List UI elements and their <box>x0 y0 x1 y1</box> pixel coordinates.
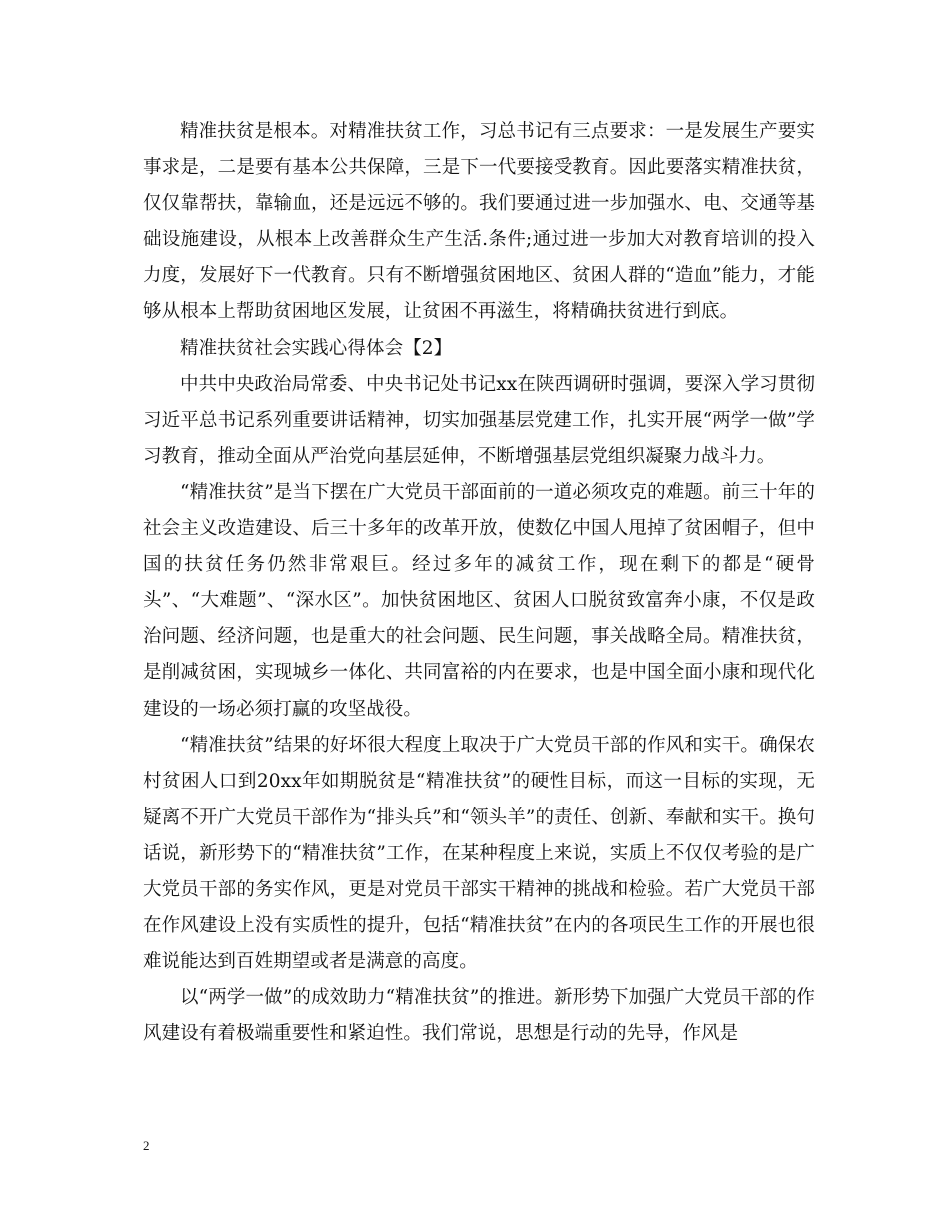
page-number: 2 <box>143 1138 150 1153</box>
paragraph-shaanxi-research: 中共中央政治局常委、中央书记处书记xx在陕西调研时强调，要深入学习贯彻习近平总书记系列重要讲话精神，切实加强基层党建工作，扎实开展“两学一做”学习教育，推动全面从严治党向基层延伸，不断增强基层党组织凝聚力战斗力。 <box>143 373 815 467</box>
paragraph-party-cadre-work-style: “精准扶贫”结果的好坏很大程度上取决于广大党员干部的作风和实干。确保农村贫困人口到20xx年如期脱贫是“精准扶贫”的硬性目标，而这一目标的实现，无疑离不开广大党员干部作为“排头兵”和“领头羊”的责任、创新、奉献和实干。换句话说，新形势下的“精准扶贫”工作，在某种程度上来说，实质上不仅仅考验的是广大党员干部的务实作风，更是对党员干部实干精神的挑战和检验。若广大党员干部在作风建设上没有实质性的提升，包括“精准扶贫”在内的各项民生工作的开展也很难说能达到百姓期望或者是满意的高度。 <box>143 734 815 973</box>
paragraph-precision-poverty-challenge: “精准扶贫”是当下摆在广大党员干部面前的一道必须攻克的难题。前三十年的社会主义改造建设、后三十多年的改革开放，使数亿中国人甩掉了贫困帽子，但中国的扶贫任务仍然非常艰巨。经过多年的减贫工作，现在剩下的都是“硬骨头”、“大难题”、“深水区”。加快贫困地区、贫困人口脱贫致富奔小康，不仅是政治问题、经济问题，也是重大的社会问题、民生问题，事关战略全局。精准扶贫，是削减贫困，实现城乡一体化、共同富裕的内在要求，也是中国全面小康和现代化建设的一场必须打赢的攻坚战役。 <box>143 481 815 720</box>
paragraph-precision-poverty-fundamental: 精准扶贫是根本。对精准扶贫工作，习总书记有三点要求：一是发展生产要实事求是，二是要有基本公共保障，三是下一代要接受教育。因此要落实精准扶贫，仅仅靠帮扶，靠输血，还是远远不够的。我们要通过进一步加强水、电、交通等基础设施建设，从根本上改善群众生产生活.条件;通过进一步加大对教育培训的投入力度，发展好下一代教育。只有不断增强贫困地区、贫困人群的“造血”能力，才能够从根本上帮助贫困地区发展，让贫困不再滋生，将精确扶贫进行到底。 <box>143 121 815 323</box>
paragraph-two-studies-one-action: 以“两学一做”的成效助力“精准扶贫”的推进。新形势下加强广大党员干部的作风建设有着极端重要性和紧迫性。我们常说，思想是行动的先导，作风是 <box>143 987 815 1045</box>
document-body <box>143 114 815 1052</box>
section-heading: 精准扶贫社会实践心得体会【2】 <box>180 337 453 359</box>
